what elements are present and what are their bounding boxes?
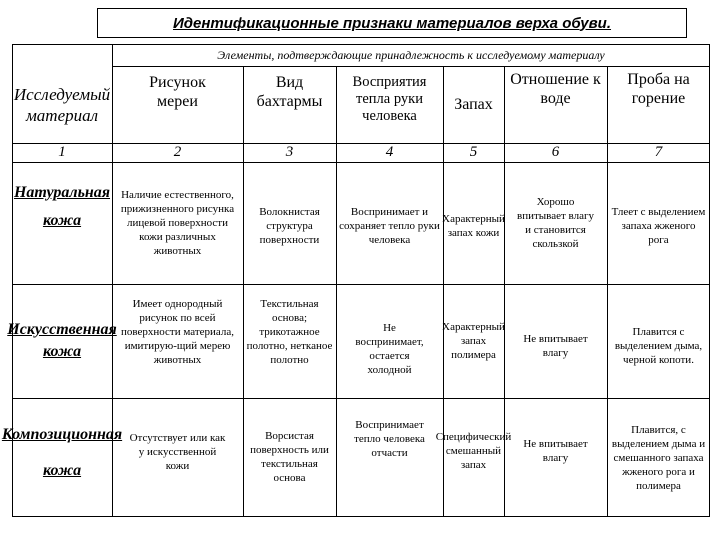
row3-burning: Плавится, с выделением дыма и смешанного запаха жженого рога и полимера <box>611 423 706 492</box>
col-number-1: 1 <box>58 144 66 160</box>
row1-burning: Тлеет с выделением запаха жженого рога <box>611 206 706 246</box>
col-number-6: 6 <box>551 144 560 160</box>
row2-flesh-side: Текстильная основа; трикотажное полотно, нетканое полотно <box>246 298 333 366</box>
row-name-composite-leather: Композиционная кожа <box>1 426 123 479</box>
row3-heat-perception: Воспринимает тепло человека отчасти <box>354 419 425 459</box>
header-col-7: Проба на горение <box>627 71 690 107</box>
row2-burning: Плавится с выделением дыма, черной копоти. <box>614 326 703 366</box>
row1-smell: Характерный запах кожи <box>442 213 505 239</box>
row1-water: Хорошо впитывает влагу и становится скользкой <box>517 196 594 250</box>
row1-grain-pattern: Наличие естественного, прижизненного рисунка лицевой поверхности кожи различных животных <box>120 189 235 257</box>
col-number-5: 5 <box>469 144 478 160</box>
row2-smell: Характерный запах полимера <box>442 321 505 361</box>
header-material: Исследуемый материал <box>13 84 111 125</box>
header-col-3: Вид бахтармы <box>256 74 323 110</box>
col-number-4: 4 <box>385 144 394 160</box>
row2-heat-perception: Не воспринимает, остается холодной <box>355 322 424 376</box>
row3-water: Не впитывает влагу <box>523 438 588 464</box>
title-box <box>97 8 687 38</box>
row1-heat-perception: Воспринимает и сохраняет тепло руки человека <box>339 206 440 246</box>
header-col-4: Восприятия тепла руки человека <box>352 73 427 124</box>
row3-smell: Специфический смешанный запах <box>435 431 512 471</box>
col-number-7: 7 <box>654 144 663 160</box>
row2-water: Не впитывает влагу <box>523 333 588 359</box>
row3-grain-pattern: Отсутствует или как у искусственной кожи <box>129 432 226 472</box>
row1-flesh-side: Волокнистая структура поверхности <box>259 206 320 246</box>
span-header: Элементы, подтверждающие принадлежность к исследуемому материалу <box>217 47 605 62</box>
table-title: Идентификационные признаки материалов верха обуви. <box>172 14 612 32</box>
row-name-artificial-leather: Искусственная кожа <box>7 321 117 360</box>
header-col-5: Запах <box>454 96 493 113</box>
col-number-2: 2 <box>173 144 182 160</box>
row3-flesh-side: Ворсистая поверхность или текстильная основа <box>250 430 329 484</box>
header-col-6: Отношение к воде <box>510 71 601 107</box>
row-name-natural-leather: Натуральная кожа <box>13 184 111 229</box>
header-col-2: Рисунок мереи <box>149 74 206 110</box>
row2-grain-pattern: Имеет однородный рисунок по всей поверхности материала, имитирую-щий мерею животных <box>120 298 235 366</box>
col-number-3: 3 <box>285 144 294 160</box>
